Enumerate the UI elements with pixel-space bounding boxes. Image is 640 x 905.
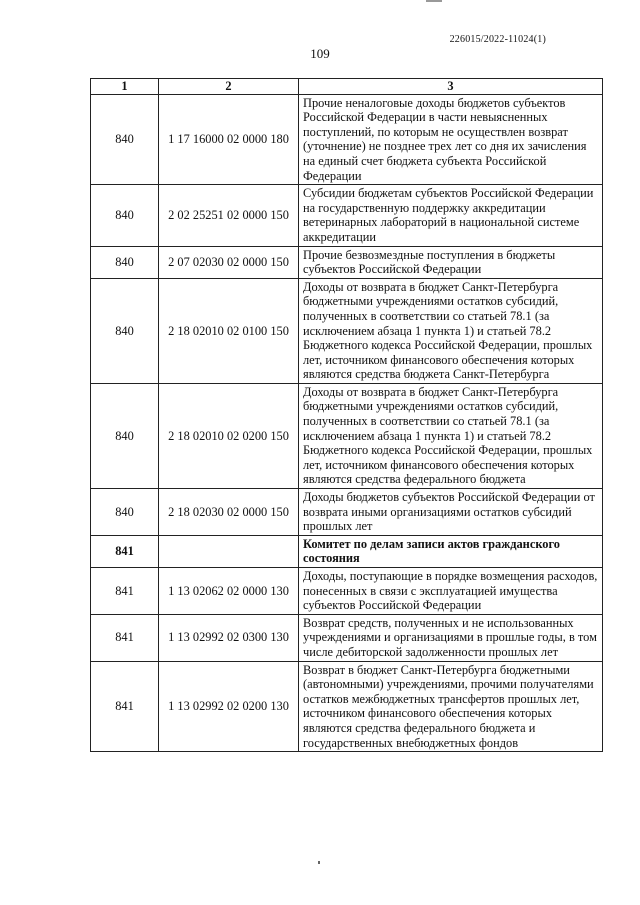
document-id: 226015/2022-11024(1) <box>449 34 546 45</box>
revenue-name-cell: Прочие неналоговые доходы бюджетов субъектов Российской Федерации в части невыясненных поступлений, по которым не осуществлен возврат (уточнение) не позднее трех лет со дня их зачисления на единый счет бюджета субъекта Российской Федерации <box>299 94 603 185</box>
table-row <box>91 614 603 661</box>
admin-code-cell: 841 <box>91 661 159 752</box>
admin-code-cell: 840 <box>91 185 159 246</box>
section-header-row <box>91 535 603 567</box>
bottom-scan-mark <box>318 861 320 864</box>
budget-code-cell: 2 07 02030 02 0000 150 <box>159 246 299 278</box>
table-row <box>91 489 603 536</box>
revenue-name-cell: Прочие безвозмездные поступления в бюджеты субъектов Российской Федерации <box>299 246 603 278</box>
admin-code-cell: 840 <box>91 246 159 278</box>
column-header-2: 2 <box>159 79 299 95</box>
table-row <box>91 94 603 185</box>
revenue-name-cell: Доходы от возврата в бюджет Санкт-Петербурга бюджетными учреждениями остатков субсидий, полученных в соответствии со статьей 78.1 (за исключением абзаца 1 пункта 1) и статьей 78.2 Бюджетного кодекса Российской Федерации, прошлых лет, источником финансового обеспечения которых являются средства федерального бюджета <box>299 383 603 488</box>
budget-code-cell: 2 02 25251 02 0000 150 <box>159 185 299 246</box>
table-row <box>91 246 603 278</box>
admin-code-cell: 840 <box>91 94 159 185</box>
revenue-name-cell: Доходы от возврата в бюджет Санкт-Петербурга бюджетными учреждениями остатков субсидий, полученных в соответствии со статьей 78.1 (за исключением абзаца 1 пункта 1) и статьей 78.2 Бюджетного кодекса Российской Федерации, прошлых лет, источником финансового обеспечения которых являются средства бюджета Санкт-Петербурга <box>299 278 603 383</box>
admin-code-cell: 841 <box>91 568 159 615</box>
budget-code-cell <box>159 535 299 567</box>
page-number: 109 <box>310 46 330 61</box>
budget-code-cell: 1 17 16000 02 0000 180 <box>159 94 299 185</box>
admin-code-cell: 840 <box>91 383 159 488</box>
revenue-name-cell: Возврат средств, полученных и не использованных учреждениями и организациями в прошлые годы, в том числе дебиторской задолженности прошлых лет <box>299 614 603 661</box>
admin-code-cell: 841 <box>91 614 159 661</box>
budget-code-cell: 1 13 02992 02 0300 130 <box>159 614 299 661</box>
admin-code-cell: 840 <box>91 489 159 536</box>
revenue-name-cell: Доходы бюджетов субъектов Российской Федерации от возврата иными организациями остатков субсидий прошлых лет <box>299 489 603 536</box>
table-row <box>91 661 603 752</box>
column-header-1: 1 <box>91 79 159 95</box>
budget-code-cell: 2 18 02010 02 0100 150 <box>159 278 299 383</box>
budget-code-cell: 1 13 02062 02 0000 130 <box>159 568 299 615</box>
admin-code-cell: 840 <box>91 278 159 383</box>
top-scan-mark <box>426 0 442 2</box>
administrator-name-cell: Комитет по делам записи актов гражданского состояния <box>299 535 603 567</box>
budget-code-cell: 1 13 02992 02 0200 130 <box>159 661 299 752</box>
revenue-classification-table <box>90 78 603 752</box>
budget-code-cell: 2 18 02010 02 0200 150 <box>159 383 299 488</box>
table-row <box>91 383 603 488</box>
revenue-name-cell: Возврат в бюджет Санкт-Петербурга бюджетными (автономными) учреждениями, прочими получателями остатков межбюджетных трансфертов прошлых лет, источником финансового обеспечения которых являются средства федерального бюджета и государственных внебюджетных фондов <box>299 661 603 752</box>
revenue-name-cell: Субсидии бюджетам субъектов Российской Федерации на государственную поддержку аккредитации ветеринарных лабораторий в национальной системе аккредитации <box>299 185 603 246</box>
table-row <box>91 185 603 246</box>
budget-code-cell: 2 18 02030 02 0000 150 <box>159 489 299 536</box>
revenue-name-cell: Доходы, поступающие в порядке возмещения расходов, понесенных в связи с эксплуатацией имущества субъектов Российской Федерации <box>299 568 603 615</box>
column-header-3: 3 <box>299 79 603 95</box>
table-row <box>91 278 603 383</box>
admin-code-cell: 841 <box>91 535 159 567</box>
header-row <box>91 79 603 95</box>
table-row <box>91 568 603 615</box>
